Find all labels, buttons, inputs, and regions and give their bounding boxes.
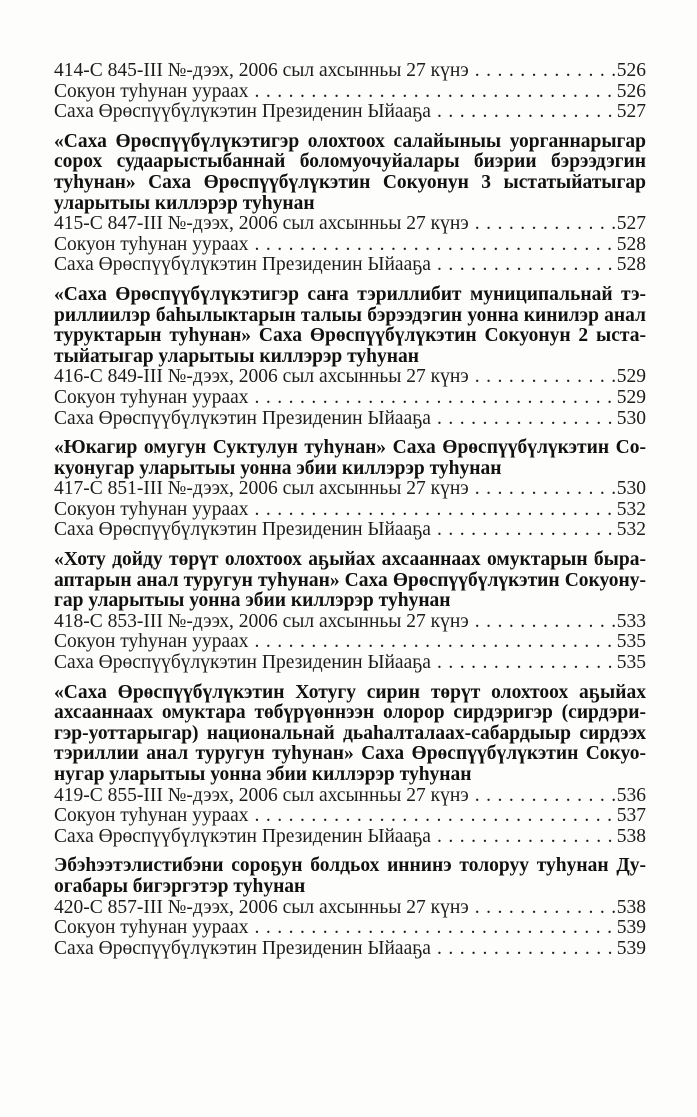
dot-leader (475, 898, 617, 919)
dot-leader (475, 214, 617, 235)
entry-page-number: 538 (616, 825, 646, 847)
entry-page-number: 536 (616, 784, 646, 806)
dot-leader (475, 786, 617, 807)
entry-page-number: 530 (616, 407, 646, 429)
entry-page-number: 538 (616, 896, 646, 918)
toc-entry (54, 388, 646, 409)
toc-entry (54, 786, 646, 807)
heading-line: туһунан» Саха Өрөспүүбүлүкэтин Сокуонун 3 ыстатыйатыгар (54, 171, 646, 193)
toc-entry (54, 82, 646, 103)
dot-leader (475, 479, 617, 500)
heading-line: уларытыы киллэрэр туһунан (54, 192, 315, 214)
entry-label: Саха Өрөспүүбүлүкэтин Президенин Ыйааҕа (54, 407, 431, 429)
entry-label: Сокуон туһунан уураах (54, 631, 249, 653)
heading-line: «Саха Өрөспүүбүлүкэтин Хотугу сирин төрүт олохтоох аҕыйах (54, 681, 646, 703)
toc-entry (54, 367, 646, 388)
toc-section (54, 683, 646, 848)
section-entries (54, 367, 646, 429)
entry-page-number: 528 (616, 233, 646, 255)
entry-page-number: 527 (616, 213, 646, 235)
dot-leader (475, 61, 617, 82)
heading-line: тыйатыгар уларытыы киллэрэр туһунан (54, 345, 419, 367)
section-heading (54, 683, 646, 786)
entry-page-number: 539 (616, 917, 646, 939)
toc-section (54, 438, 646, 541)
dot-leader (255, 632, 617, 653)
dot-leader (255, 918, 617, 939)
toc-section (54, 550, 646, 674)
toc-section (54, 856, 646, 959)
entry-page-number: 532 (616, 498, 646, 520)
entry-label: 417-С 851-III №-дээх, 2006 сыл ахсынньы 27 күнэ (54, 478, 469, 500)
toc-entry (54, 612, 646, 633)
dot-leader (475, 367, 617, 388)
toc-entry (54, 255, 646, 276)
section-entries (54, 61, 646, 123)
section-entries (54, 214, 646, 276)
dot-leader (437, 255, 617, 276)
heading-line: тэриллии анал туругун туһунан» Саха Өрөспүүбүлүкэтин Сокуо- (54, 743, 646, 765)
entry-page-number: 529 (616, 386, 646, 408)
heading-line: огабары бигэргэтэр туһунан (54, 875, 306, 897)
entry-label: 415-С 847-III №-дээх, 2006 сыл ахсынньы 27 күнэ (54, 213, 469, 235)
entry-page-number: 526 (616, 60, 646, 81)
entry-label: 419-С 855-III №-дээх, 2006 сыл ахсынньы 27 күнэ (54, 784, 469, 806)
heading-line: гар уларытыы уонна эбии киллэрэр туһунан (54, 590, 451, 612)
dot-leader (437, 102, 617, 123)
toc-entry (54, 61, 646, 82)
entry-label: Саха Өрөспүүбүлүкэтин Президенин Ыйааҕа (54, 254, 431, 276)
dot-leader (255, 82, 617, 103)
entry-page-number: 526 (616, 80, 646, 102)
heading-line: «Саха Өрөспүүбүлүкэтигэр саҥа тэриллибит муниципальнай тэ- (54, 283, 646, 305)
entry-label: 416-С 849-III №-дээх, 2006 сыл ахсынньы 27 күнэ (54, 366, 469, 388)
dot-leader (437, 409, 617, 430)
heading-line: аптарын анал туругун туһунан» Саха Өрөспүүбүлүкэтин Сокуону- (54, 569, 646, 591)
entry-page-number: 528 (616, 254, 646, 276)
entry-label: Саха Өрөспүүбүлүкэтин Президенин Ыйааҕа (54, 101, 431, 123)
entry-page-number: 529 (616, 366, 646, 388)
entry-page-number: 535 (616, 652, 646, 674)
entry-label: Саха Өрөспүүбүлүкэтин Президенин Ыйааҕа (54, 937, 431, 959)
entry-label: Сокуон туһунан уураах (54, 498, 249, 520)
toc-entry (54, 520, 646, 541)
heading-line: гэр-уоттарыгар) национальнай дьаһалталаах-сабардыыр сирдээх (54, 722, 646, 744)
dot-leader (437, 939, 617, 960)
entry-page-number: 539 (616, 937, 646, 959)
entry-label: Сокуон туһунан уураах (54, 386, 249, 408)
toc-entry (54, 632, 646, 653)
toc-entry (54, 898, 646, 919)
dot-leader (255, 235, 617, 256)
section-entries (54, 479, 646, 541)
heading-line: «Юкагир омугун Суктулун туһунан» Саха Өрөспүүбүлүкэтин Со- (54, 437, 646, 459)
entry-label: 414-С 845-III №-дээх, 2006 сыл ахсынньы 27 күнэ (54, 60, 469, 81)
section-heading (54, 856, 646, 897)
table-of-contents (54, 61, 646, 959)
section-heading (54, 438, 646, 479)
section-heading (54, 285, 646, 367)
dot-leader (255, 388, 617, 409)
entry-label: Сокуон туһунан уураах (54, 917, 249, 939)
entry-page-number: 537 (616, 805, 646, 827)
toc-entry (54, 939, 646, 960)
section-entries (54, 786, 646, 848)
toc-entry (54, 806, 646, 827)
toc-entry (54, 235, 646, 256)
toc-section (54, 285, 646, 429)
section-heading (54, 550, 646, 612)
heading-line: сорох судаарыстыбаннай боломуочуйалары биэрии бэрээдэгин (54, 151, 646, 173)
entry-label: Саха Өрөспүүбүлүкэтин Президенин Ыйааҕа (54, 519, 431, 541)
toc-entry (54, 479, 646, 500)
heading-line: нугар уларытыы уонна эбии киллэрэр туһунан (54, 764, 472, 785)
dot-leader (437, 653, 617, 674)
entry-label: Сокуон туһунан уураах (54, 233, 249, 255)
section-entries (54, 612, 646, 674)
toc-entry (54, 918, 646, 939)
dot-leader (437, 520, 617, 541)
entry-page-number: 532 (616, 519, 646, 541)
entry-page-number: 527 (616, 101, 646, 123)
entry-label: Саха Өрөспүүбүлүкэтин Президенин Ыйааҕа (54, 825, 431, 847)
entry-label: Саха Өрөспүүбүлүкэтин Президенин Ыйааҕа (54, 652, 431, 674)
toc-entry (54, 653, 646, 674)
toc-entry (54, 500, 646, 521)
heading-line: риллиилэр баһылыктарын талыы бэрээдэгин уонна кинилэр анал (54, 304, 646, 326)
toc-entry (54, 827, 646, 848)
toc-entry (54, 214, 646, 235)
heading-line: «Хоту дойду төрүт олохтоох аҕыйах ахсааннаах омуктарын быра- (54, 549, 646, 571)
section-entries (54, 898, 646, 960)
dot-leader (475, 612, 617, 633)
section-heading (54, 132, 646, 214)
entry-label: 418-С 853-III №-дээх, 2006 сыл ахсынньы 27 күнэ (54, 610, 469, 632)
heading-line: куонугар уларытыы уонна эбии киллэрэр туһунан (54, 457, 502, 479)
dot-leader (255, 500, 617, 521)
entry-label: Сокуон туһунан уураах (54, 80, 249, 102)
dot-leader (255, 806, 617, 827)
toc-entry (54, 102, 646, 123)
entry-page-number: 535 (616, 631, 646, 653)
entry-label: 420-С 857-III №-дээх, 2006 сыл ахсынньы 27 күнэ (54, 896, 469, 918)
entry-page-number: 533 (616, 610, 646, 632)
toc-entry (54, 409, 646, 430)
entry-page-number: 530 (616, 478, 646, 500)
heading-line: Эбэһээтэлистибэни сороҕун болдьох иннинэ толоруу туһунан Ду- (54, 855, 646, 877)
toc-section (54, 61, 646, 123)
dot-leader (437, 827, 617, 848)
toc-section (54, 132, 646, 276)
heading-line: ахсааннаах омуктара төбүрүөннээн олорор сирдэригэр (сирдэри- (54, 702, 646, 724)
heading-line: туруктарын туһунан» Саха Өрөспүүбүлүкэтин Сокуонун 2 ыста- (54, 325, 646, 347)
entry-label: Сокуон туһунан уураах (54, 805, 249, 827)
heading-line: «Саха Өрөспүүбүлүкэтигэр олохтоох салайыныы уорганнарыгар (54, 130, 646, 152)
